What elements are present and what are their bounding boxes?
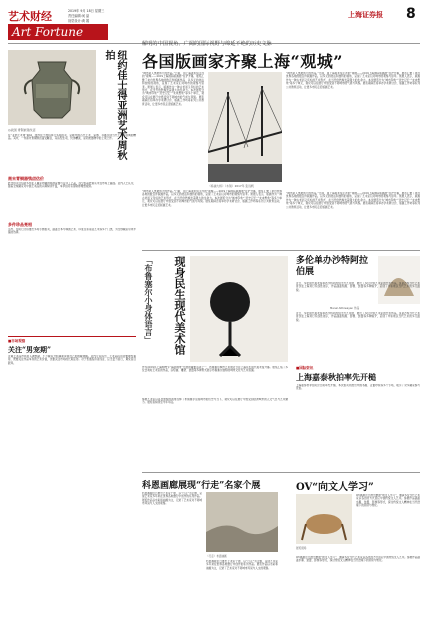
bottom-right-body-1: OV画廊近日推出群展“向文人学习”，邀请多位当代艺术家以各自的方式回应中国传统文人艺术。参展作品涵盖水墨、装置、影像等形式，探讨传统文人精神在当代语境下的延续与转化。	[356, 494, 420, 508]
middle-body-1: 作为2019年上海购物节“海派城市”开展的重要活动之一，布鲁塞尔城市艺术展近日在上海民生现代美术馆开幕。展览汇集了多位比利时艺术家的作品，以绘画、雕塑、装置等多种形式展示布鲁塞尔独特的城市文化与艺术氛围。	[142, 366, 288, 373]
issue-date: 2019年 9月 18日 星期三	[68, 9, 105, 13]
left-body-3: 另外，拍卖行还将推出多场专题拍卖，涵盖日本与韩国艺术、印度及东南亚艺术等多个门类，为全球藏家带来丰富的选择。	[8, 228, 136, 235]
bottom-right-body-2: OV画廊近日推出群展“向文人学习”，邀请多位当代艺术家以各自的方式回应中国传统文人艺术。参展作品涵盖水墨、装置、影像等形式，探讨传统文人精神在当代语境下的延续与转化。	[296, 556, 420, 563]
left-subhead-2: 多件珍品亮相	[8, 222, 32, 227]
lead-photo	[208, 72, 282, 182]
lead-kicker: 解明的中国视角、广阔的国际视野与绵延不绝的历史文脉	[142, 41, 272, 47]
section-title-cn: 艺术财经	[8, 10, 52, 23]
bottom-right-photo	[296, 494, 352, 544]
right-body-2: 近日，多伦现代美术馆举办沙特阿拉伯当代艺术展，展出了多位沙特艺术家的代表作品。这是沙特当代艺术首次在上海进行系统性展示，作品涵盖绘画、影像、装置等多种媒介，呈现了中东地区当代艺术的多元面貌。	[296, 312, 420, 322]
editor: 责任编辑:何 晶	[68, 14, 90, 18]
section-title-en: Art Fortune	[12, 25, 84, 39]
bronze-vessel-illustration	[8, 50, 96, 125]
hotspot-title: 关注“男宠期”	[8, 345, 52, 354]
left-vertical-headline: 纽约佳士得亚洲艺术周秋拍	[103, 50, 126, 160]
bottom-right-title: OV“向文人学习”	[296, 482, 374, 493]
left-subhead-1: 商末青铜器鸮卣估价	[8, 176, 44, 181]
lead-body-2: “城市是人类最伟大的作品。”日前，由上海美术馆主办的“观城——2019上海国际版画展”在沪开幕，展览汇聚了来自世界各地的数百件版画作品，以多元的技法和独特的视角，呈现了艺术家们对城市的观察与思考。策展人表示，版画作为一种古老而又年轻的艺术形式，在当代依然焕发着强大的生命力。本次展览分为“城市印象”“历史记忆”“未来想象”等多个单元，观众可以在展厅中感受到不同城市的气质与风貌。展览期间还将举办学术研讨会、版画工作坊等系列公共教育活动，让更多市民走近版画艺术。	[286, 72, 420, 89]
bronze-vessel-photo	[8, 50, 96, 125]
middle-vertical-subtitle: 「布鲁塞尔小身体语言」	[144, 256, 154, 344]
middle-vertical-title-box	[142, 256, 186, 362]
lead-body-4: “城市是人类最伟大的作品。”日前，由上海美术馆主办的“观城——2019上海国际版画展”在沪开幕，展览汇聚了来自世界各地的数百件版画作品，以多元的技法和独特的视角，呈现了艺术家们对城市的观察与思考。策展人表示，版画作为一种古老而又年轻的艺术形式，在当代依然焕发着强大的生命力。本次展览分为“城市印象”“历史记忆”“未来想象”等多个单元，观众可以在展厅中感受到不同城市的气质与风貌。展览期间还将举办学术研讨会、版画工作坊等系列公共教育活动，让更多市民走近版画艺术。	[286, 192, 420, 209]
left-body-1: 在“亚洲艺术周”期间，纽约佳士得将举行多场拍卖，呈献中国古代艺术、瓷器、书画及现当代艺术等领域的精品。其中，一件商末青铜鸮卣备受瞩目，其造型生动，纹饰精美，是同类器物中的上乘之作。	[8, 134, 136, 141]
hotspot-body: 近期艺术品市场进入调整期，不少藏家开始重新审视自己的收藏策略。业内专家指出，艺术品投资需要理性看待，既要关注作品本身的艺术价值，也要关注市场的长期走势。对于普通投资者而言，应当量力而行，避免盲目跟风。	[8, 355, 136, 365]
lead-headline: 各国版画家齐聚上海“观城”	[142, 52, 343, 71]
bridge-woodcut-illustration	[208, 72, 282, 182]
right-news-label: ■国际资讯	[296, 366, 314, 370]
bottom-left-caption: 《行走》布面油画	[206, 555, 227, 558]
left-photo-caption: ◎战国 青铜嵌错纹壶	[8, 128, 36, 132]
lead-body-3: “城市是人类最伟大的作品。”日前，由上海美术馆主办的“观城——2019上海国际版画展”在沪开幕，展览汇聚了来自世界各地的数百件版画作品，以多元的技法和独特的视角，呈现了艺术家们对城市的观察与思考。策展人表示，版画作为一种古老而又年轻的艺术形式，在当代依然焕发着强大的生命力。本次展览分为“城市印象”“历史记忆”“未来想象”等多个单元，观众可以在展厅中感受到不同城市的气质与风貌。展览期间还将举办学术研讨会、版画工作坊等系列公共教育活动，让更多市民走近版画艺术。	[142, 190, 282, 207]
bottom-left-body-2: 科恩画廊近日推出艺术家个展，以“行走”为主题，呈现艺术家多年来在世界各地旅行中创作的系列作品。展览作品以水彩和油画为主，记录了艺术家对不同城市风景与人文的观察。	[206, 560, 278, 570]
hotspot-label: ■市场观察	[8, 339, 26, 343]
lead-photo-caption: 《杨浦大桥》（木刻）2017年 张远帆	[208, 184, 254, 188]
middle-vertical-headline: 现身民生现代美术馆	[173, 256, 186, 355]
right-news-title: 上海嘉泰秋拍率先开槌	[296, 372, 376, 382]
lead-body-1: “城市是人类最伟大的作品。”日前，由上海美术馆主办的“观城——2019上海国际版画展”在沪开幕，展览汇聚了来自世界各地的数百件版画作品，以多元的技法和独特的视角，呈现了艺术家们对城市的观察与思考。策展人表示，版画作为一种古老而又年轻的艺术形式，在当代依然焕发着强大的生命力。本次展览分为“城市印象”“历史记忆”“未来想象”等多个单元，观众可以在展厅中感受到不同城市的气质与风貌。展览期间还将举办学术研讨会、版画工作坊等系列公共教育活动，让更多市民走近版画艺术。	[142, 72, 204, 106]
bottom-left-body: 科恩画廊近日推出艺术家个展，以“行走”为主题，呈现艺术家多年来在世界各地旅行中创作的系列作品。展览作品以水彩和油画为主，记录了艺术家对不同城市风景与人文的观察。	[142, 492, 202, 506]
exhibition-illustration	[296, 494, 352, 544]
right-news-body: 上海嘉泰秋季拍卖会日前率先开槌，本次拍卖共推出中国书画、古董珍玩等多个专场，吸引了众多藏家参与竞拍。	[296, 384, 420, 391]
paper-name: 上海证券报	[348, 10, 383, 19]
bottom-right-caption: 展览现场	[296, 547, 307, 550]
painting-illustration	[206, 492, 278, 552]
right-body: 近日，多伦现代美术馆举办沙特阿拉伯当代艺术展，展出了多位沙特艺术家的代表作品。这是沙特当代艺术首次在上海进行系统性展示，作品涵盖绘画、影像、装置等多种媒介，呈现了中东地区当代艺术的多元面貌。	[296, 282, 420, 292]
designer: 视觉设计:黄 娟	[68, 19, 90, 23]
middle-body-2: 参展艺术家以各自独特的视角诠释了布鲁塞尔这座城市的历史与当下，观众可以在展厅中感受到欧洲城市的人文气息与艺术魅力。展览将持续至今年年底。	[142, 398, 288, 405]
brussels-art-illustration	[190, 256, 288, 362]
page-number: 8	[406, 6, 416, 22]
bottom-rule	[142, 472, 420, 473]
bottom-left-title: 科恩画廊展现“行走”名家个展	[142, 481, 261, 491]
hotspot-box	[8, 336, 136, 464]
right-title: 多伦单办沙特阿拉伯展	[296, 256, 369, 277]
left-body-2: 此次拍卖还包括多件私人藏家珍藏的明清瓷器与宫廷工艺品，部分拍品此前从未在市场上露面。业内人士认为，随着全球藏家对中国艺术品的兴趣持续升温，本季拍卖有望取得理想成绩。	[8, 182, 136, 189]
right-photo-caption: Manal AlDowayan 作品	[330, 307, 360, 310]
bottom-left-photo	[206, 492, 278, 552]
lead-rule	[142, 250, 420, 251]
middle-photo	[190, 256, 288, 362]
